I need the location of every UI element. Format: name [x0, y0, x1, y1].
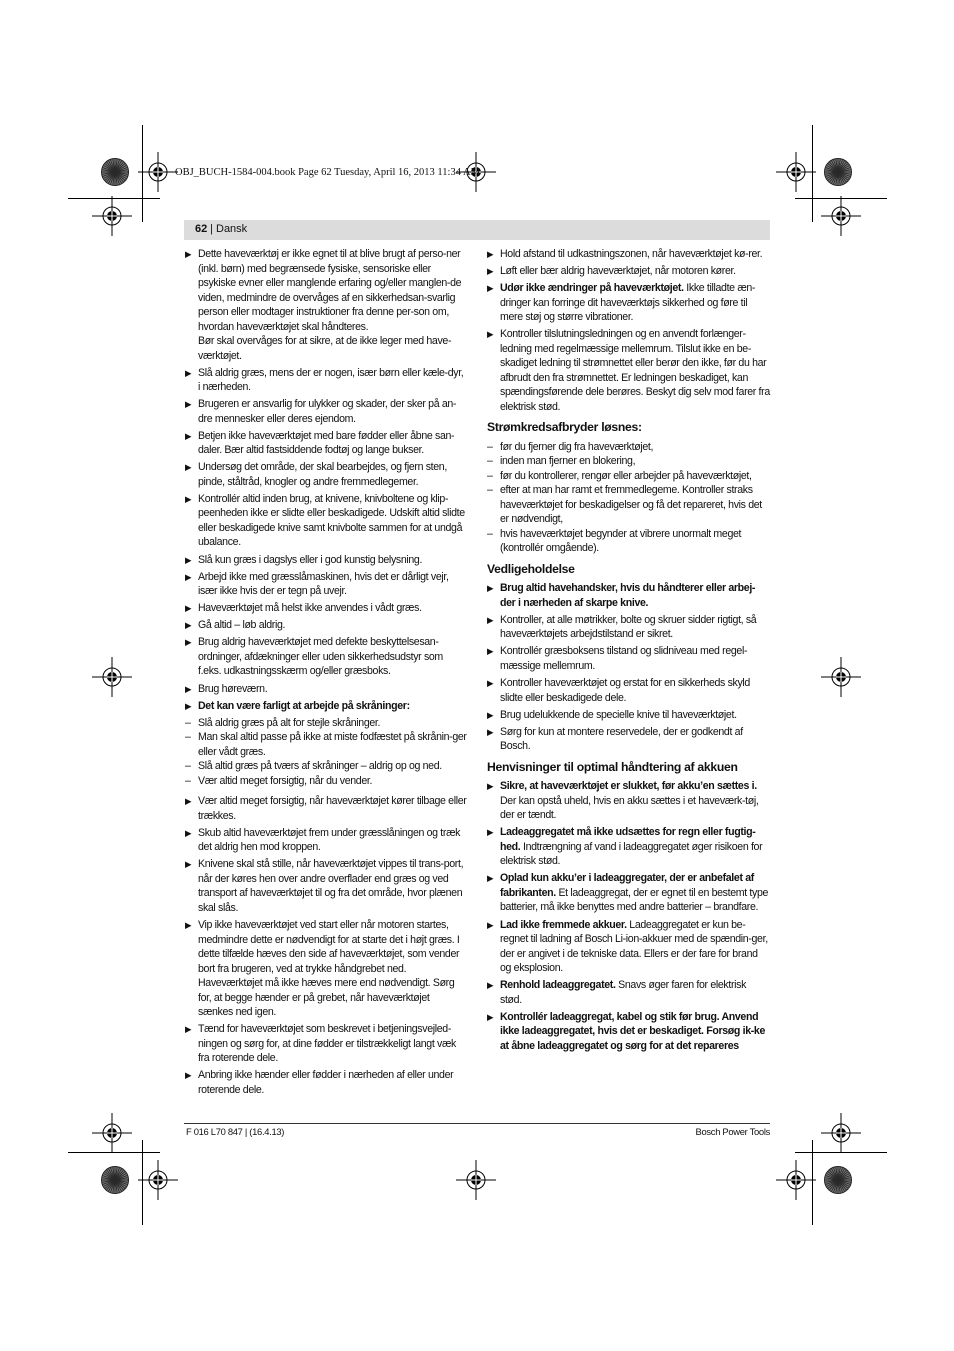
dash-marker: –	[185, 774, 191, 787]
bullet-item	[185, 826, 467, 855]
dash-marker: –	[185, 760, 191, 773]
item-text: Slå altid græs på tværs af skråninger – aldrig op og ned.	[198, 760, 442, 773]
triangle-right-icon: ▶	[185, 683, 192, 694]
item-text: Vær altid meget forsigtig, når du vender.	[198, 774, 373, 787]
section-heading: Strømkredsafbryder løsnes:	[487, 420, 642, 435]
page-number: 62	[195, 223, 208, 235]
bullet-item	[487, 871, 770, 915]
bullet-item	[487, 978, 770, 1007]
triangle-right-icon: ▶	[185, 249, 192, 259]
triangle-right-icon: ▶	[185, 462, 192, 473]
bullet-item	[487, 676, 770, 705]
bullet-item	[487, 247, 770, 262]
crosshair-icon	[138, 1160, 178, 1200]
triangle-right-icon: ▶	[487, 266, 494, 277]
triangle-right-icon: ▶	[185, 399, 192, 410]
left-column	[185, 247, 467, 1100]
crosshair-icon	[92, 657, 132, 697]
item-text: Dette haveværktøj er ikke egnet til at blive brugt af perso-ner (inkl. børn) med begrænsede fysiske, sensoriske eller psykiske evner eller manglende erfaring og/eller manglen-de viden, medmindre de overvåges af en sikkerhedsan-svarlig person eller modtager instruktioner fra denne per-son om, hvordan haveværktøjet skal håndteres.	[198, 248, 462, 333]
bold-lead: Lad ikke fremmede akkuer.	[500, 918, 627, 931]
dash-item	[487, 469, 770, 484]
bullet-item	[487, 918, 770, 976]
bullet-item	[185, 570, 467, 599]
starburst-icon	[823, 157, 853, 187]
dash-item	[487, 527, 770, 556]
dash-marker: –	[487, 484, 493, 497]
crosshair-icon	[776, 1160, 816, 1200]
page-header-bar	[184, 220, 770, 240]
item-text: Vip ikke haveværktøjet ved start eller når motoren startes, medmindre dette er nødvendigt for at starte det i højt græs. I dette tilfælde hæves den side af haveværktøjet, som vender bort fra brugeren, ved at trykke håndgrebet ned. Haveværktøjet må ikke hæves mere end nødvendigt. Sørg for, at begge hænder er på grebet, når haveværktøjet sænkes ned igen.	[198, 919, 460, 1018]
item-text: Kontroller, at alle møtrikker, bolte og skruer sidder rigtigt, så haveværktøjets arbejdstilstand er sikret.	[500, 613, 757, 641]
dash-marker: –	[487, 440, 493, 453]
bullet-item	[185, 1022, 467, 1066]
item-text: Kontrollér altid inden brug, at knivene, knivboltene og klip-peenheden ikke er slidte eller beskadigede. Udskift altid slidte eller beskadigede knive samt knivbolte sammen for at undgå ubalance.	[198, 492, 465, 549]
triangle-right-icon: ▶	[487, 781, 494, 792]
bold-lead: Udør ikke ændringer på haveværktøjet.	[500, 282, 684, 295]
bold-lead: Det kan være farligt at arbejde på skråninger:	[198, 699, 410, 712]
bullet-item	[487, 1010, 770, 1054]
crosshair-icon	[821, 657, 861, 697]
bullet-item	[185, 794, 467, 823]
triangle-right-icon: ▶	[487, 726, 494, 737]
item-text: før du fjerner dig fra haveværktøjet,	[500, 440, 654, 453]
item-text: Der kan opstå uheld, hvis en akku sættes i et haveværk-tøj, der er tændt.	[500, 794, 759, 822]
page-separator: |	[210, 223, 213, 235]
print-header: OBJ_BUCH-1584-004.book Page 62 Tuesday, April 16, 2013 11:34 AM	[175, 167, 480, 178]
item-text: Slå aldrig græs på alt for stejle skråninger.	[198, 716, 381, 729]
item-text: Betjen ikke haveværktøjet med bare fødder eller åbne san-daler. Bær altid fastsiddende fodtøj og lange bukser.	[198, 429, 455, 457]
bullet-item	[487, 264, 770, 279]
bold-lead: Oplad kun akku’er i ladeaggregater, der er anbefalet af fabrikanten.	[500, 872, 754, 899]
bullet-item	[185, 247, 467, 363]
triangle-right-icon: ▶	[185, 637, 192, 648]
bullet-item	[185, 618, 467, 633]
dash-item	[185, 716, 467, 731]
right-column	[487, 247, 770, 1056]
crosshair-icon	[92, 1113, 132, 1153]
dash-item	[487, 454, 770, 469]
item-text: Vær altid meget forsigtig, når haveværktøjet kører tilbage eller trækkes.	[198, 795, 467, 822]
triangle-right-icon: ▶	[185, 859, 192, 870]
bullet-item	[185, 429, 467, 458]
item-text: Et ladeaggregat, der er egnet til en bestemt type batterier, må ikke benyttes med andre batterier – brandfare.	[500, 886, 769, 914]
bold-lead: Kontrollér ladeaggregat, kabel og stik før brug. Anvend ikke ladeaggregatet, hvis det er beskadiget. Forsøg ik-ke at åbne ladeaggregatet og sørg for at det repareres	[500, 1010, 766, 1052]
dash-marker: –	[487, 527, 493, 540]
triangle-right-icon: ▶	[185, 700, 192, 711]
bullet-item	[487, 644, 770, 673]
dash-marker: –	[185, 716, 191, 729]
bullet-item	[185, 397, 467, 426]
dash-item	[487, 483, 770, 527]
item-text: inden man fjerner en blokering,	[500, 455, 636, 468]
triangle-right-icon: ▶	[185, 827, 192, 838]
section-heading: Henvisninger til optimal håndtering af akkuen	[487, 759, 738, 774]
dash-item	[185, 774, 467, 789]
item-text: Løft eller bær aldrig haveværktøjet, når motoren kører.	[500, 265, 736, 278]
item-text: Indtrængning af vand i ladeaggregatet øger risikoen for elektrisk stød.	[500, 840, 763, 868]
crosshair-icon	[821, 1113, 861, 1153]
triangle-right-icon: ▶	[185, 430, 192, 441]
triangle-right-icon: ▶	[185, 1070, 192, 1081]
bold-lead: Renhold ladeaggregatet.	[500, 979, 616, 992]
section-name: Dansk	[216, 223, 248, 235]
triangle-right-icon: ▶	[487, 980, 494, 991]
triangle-right-icon: ▶	[487, 583, 494, 594]
crosshair-icon	[821, 196, 861, 236]
triangle-right-icon: ▶	[487, 709, 494, 720]
bullet-item	[185, 460, 467, 489]
bullet-item	[185, 553, 467, 568]
triangle-right-icon: ▶	[185, 620, 192, 631]
bullet-item	[487, 581, 770, 610]
triangle-right-icon: ▶	[487, 283, 494, 294]
footer-doc-id: F 016 L70 847 | (16.4.13)	[186, 1126, 285, 1137]
triangle-right-icon: ▶	[487, 329, 494, 340]
triangle-right-icon: ▶	[487, 678, 494, 689]
footer-rule	[184, 1123, 770, 1124]
bullet-item	[487, 281, 770, 325]
item-text: Brugeren er ansvarlig for ulykker og skader, der sker på an-dre mennesker eller deres ejendom.	[198, 398, 457, 425]
item-text: Slå aldrig græs, mens der er nogen, især børn eller kæle-dyr, i nærheden.	[198, 366, 464, 394]
item-extra-text: Bør skal overvåges for at sikre, at de ikke leger med have-værktøjet.	[198, 335, 452, 362]
triangle-right-icon: ▶	[185, 493, 192, 504]
item-text: Tænd for haveværktøjet som beskrevet i betjeningsvejled-ningen og sørg for, at dine fødder er tilstrækkeligt langt væk fra roterende dele.	[198, 1023, 456, 1065]
bullet-item	[487, 708, 770, 723]
item-text: Arbejd ikke med græsslåmaskinen, hvis det er dårligt vejr, især ikke hvis der er tegn på uvejr.	[198, 570, 449, 598]
item-text: Hold afstand til udkastningszonen, når haveværktøjet kø-rer.	[500, 248, 763, 260]
footer-brand: Bosch Power Tools	[695, 1126, 770, 1137]
item-text: Brug udelukkende de specielle knive til haveværktøjet.	[500, 708, 737, 721]
item-text: Gå altid – løb aldrig.	[198, 619, 286, 632]
item-text: Anbring ikke hænder eller fødder i nærheden af eller under roterende dele.	[198, 1069, 454, 1096]
dash-item	[487, 440, 770, 455]
dash-marker: –	[185, 731, 191, 744]
starburst-icon	[100, 157, 130, 187]
triangle-right-icon: ▶	[487, 1011, 494, 1022]
bullet-item	[185, 1068, 467, 1097]
bullet-item	[487, 825, 770, 869]
bullet-item	[487, 613, 770, 642]
crosshair-icon	[92, 196, 132, 236]
bullet-item	[185, 492, 467, 550]
dash-item	[185, 759, 467, 774]
dash-marker: –	[487, 469, 493, 482]
bullet-item	[185, 699, 467, 714]
triangle-right-icon: ▶	[487, 614, 494, 625]
bullet-item	[185, 635, 467, 679]
triangle-right-icon: ▶	[185, 796, 192, 807]
item-text: efter at man har ramt et fremmedlegeme. Kontroller straks haveværktøjet for beskadigelser og få det repareret, hvis det er nødvendigt,	[500, 484, 762, 526]
bullet-item	[185, 366, 467, 395]
triangle-right-icon: ▶	[487, 873, 494, 884]
bullet-item	[185, 918, 467, 1020]
bold-lead: Sikre, at haveværktøjet er slukket, før akku’en sættes i.	[500, 780, 757, 793]
triangle-right-icon: ▶	[185, 920, 192, 930]
triangle-right-icon: ▶	[487, 827, 494, 838]
item-text: Kontroller haveværktøjet og erstat for en sikkerheds skyld slidte eller beskadigede dele.	[500, 677, 750, 704]
triangle-right-icon: ▶	[185, 571, 192, 582]
item-text: Skub altid haveværktøjet frem under græsslåningen og træk det aldrig hen mod kroppen.	[198, 826, 461, 854]
item-text: Knivene skal stå stille, når haveværktøjet vippes til trans-port, når der køres hen over andre overflader end græs og ved transport af haveværktøjet til og fra det område, hvor plænen skal slås.	[198, 858, 464, 914]
triangle-right-icon: ▶	[487, 919, 494, 930]
triangle-right-icon: ▶	[487, 646, 494, 657]
item-text: Undersøg det område, der skal bearbejdes, og fjern sten, pinde, ståltråd, knogler og andre fremmedlegemer.	[198, 461, 447, 488]
item-text: før du kontrollerer, rengør eller arbejder på haveværktøjet,	[500, 469, 752, 482]
item-text: Kontroller tilslutningsledningen og en anvendt forlænger-ledning med regelmæssige mellemrum. Tilslut ikke en be-skadiget ledning til strømnettet eller berør den ikke, før du har afbrudt den fra strømnettet. Er ledningen beskadiget, kan spændingsførende dele berøres. Beskyt dig selv mod farer fra elektrisk stød.	[500, 328, 770, 413]
triangle-right-icon: ▶	[185, 554, 192, 565]
triangle-right-icon: ▶	[185, 603, 192, 614]
section-heading: Vedligeholdelse	[487, 561, 575, 576]
item-text: Brug aldrig haveværktøjet med defekte beskyttelsesan-ordninger, afdækninger eller uden sikkerhedsudstyr som f.eks. udkastningsskærm og/eller græsboks.	[198, 636, 443, 678]
item-text: Ikke tilladte æn-dringer kan forringe dit haveværktøjs sikkerhed og føre til mere støj og større vibrationer.	[500, 282, 756, 324]
triangle-right-icon: ▶	[185, 367, 192, 378]
dash-marker: –	[487, 455, 493, 468]
item-text: Ladeaggregatet er kun be-regnet til ladning af Bosch Li-ion-akkuer med de spændin-ger, der er angivet i de tekniske data. Ellers er der fare for brand og eksplosion.	[500, 918, 768, 975]
triangle-right-icon: ▶	[487, 249, 494, 259]
bold-lead: Brug altid havehandsker, hvis du håndterer eller arbej-der i nærheden af skarpe knive.	[500, 582, 756, 609]
bold-lead: Ladeaggregatet må ikke udsættes for regn eller fugtig-hed.	[500, 826, 756, 853]
item-text: Snavs øger faren for elektrisk stød.	[500, 979, 747, 1006]
dash-item	[185, 730, 467, 759]
crosshair-icon	[456, 1160, 496, 1200]
item-text: Brug høreværn.	[198, 682, 268, 695]
item-text: Kontrollér græsboksens tilstand og slidniveau med regel-mæssige mellemrum.	[500, 645, 748, 672]
item-text: hvis haveværktøjet begynder at vibrere unormalt meget (kontrollér omgående).	[500, 527, 742, 555]
crosshair-icon	[138, 152, 178, 192]
triangle-right-icon: ▶	[185, 1024, 192, 1035]
crosshair-icon	[776, 152, 816, 192]
bullet-item	[487, 327, 770, 414]
item-text: Slå kun græs i dagslys eller i god kunstig belysning.	[198, 553, 423, 566]
starburst-icon	[823, 1165, 853, 1195]
item-text: Haveværktøjet må helst ikke anvendes i vådt græs.	[198, 602, 422, 615]
bullet-item	[185, 601, 467, 616]
starburst-icon	[100, 1165, 130, 1195]
bullet-item	[185, 857, 467, 915]
bullet-item	[185, 682, 467, 697]
bullet-item	[487, 725, 770, 754]
bullet-item	[487, 779, 770, 823]
item-text: Man skal altid passe på ikke at miste fodfæstet på skrånin-ger eller vådt græs.	[198, 731, 467, 758]
item-text: Sørg for kun at montere reservedele, der er godkendt af Bosch.	[500, 725, 743, 753]
